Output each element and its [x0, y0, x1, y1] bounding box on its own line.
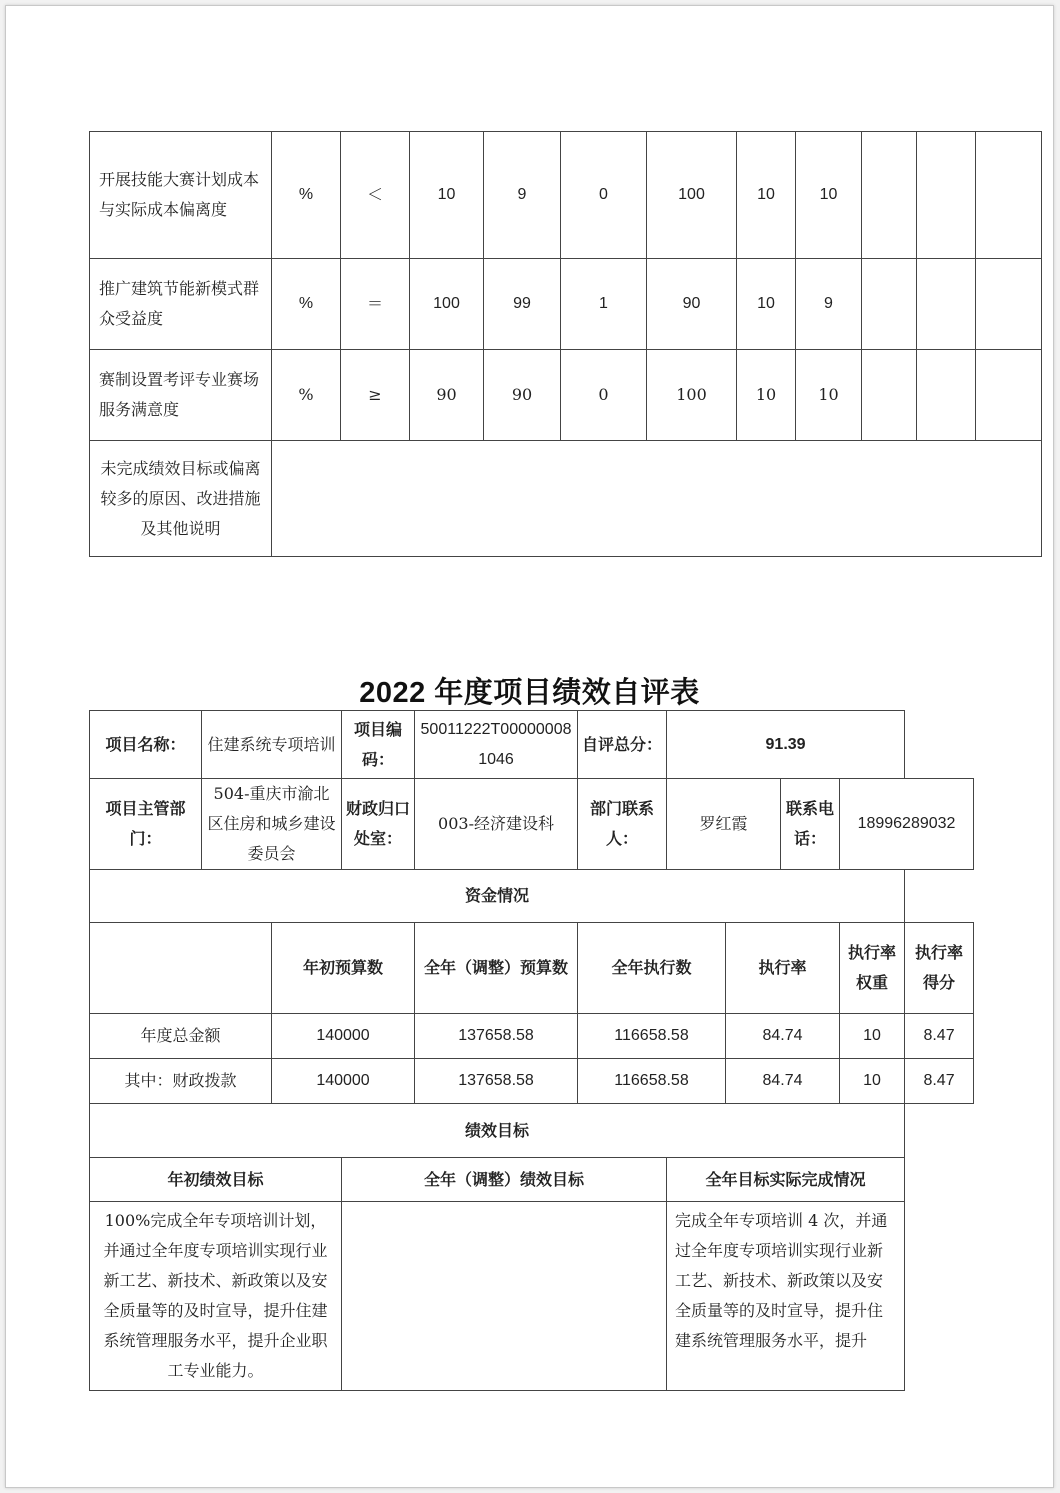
- goals-section-title: 绩效目标: [90, 1104, 905, 1158]
- indicator-rate: 100: [647, 132, 737, 259]
- funds-cell: 其中：财政拨款: [90, 1059, 272, 1104]
- indicator-actual: 99: [484, 259, 561, 350]
- indicator-extra: [862, 259, 917, 350]
- indicator-extra: [976, 259, 1042, 350]
- finance-office-value: 003-经济建设科: [415, 779, 578, 870]
- indicator-extra: [976, 350, 1042, 441]
- remarks-row: [90, 441, 1042, 557]
- indicator-weight: 10: [737, 132, 796, 259]
- goals-content-row: [90, 1202, 974, 1391]
- indicator-actual: 90: [484, 350, 561, 441]
- indicator-score: 10: [796, 350, 862, 441]
- indicator-extra: [917, 350, 976, 441]
- funds-cell: 84.74: [726, 1059, 840, 1104]
- funds-cell: 137658.58: [415, 1059, 578, 1104]
- funds-row: [90, 1014, 974, 1059]
- goals-header: 全年（调整）绩效目标: [342, 1158, 667, 1202]
- indicator-name: 赛制设置考评专业赛场服务满意度: [90, 350, 272, 441]
- department-info-row: [90, 779, 974, 870]
- funds-cell: 8.47: [905, 1014, 974, 1059]
- indicator-unit: %: [272, 132, 341, 259]
- indicator-operator: ＜: [341, 132, 410, 259]
- contact-value: 罗红霞: [667, 779, 781, 870]
- adjusted-goal-text: [342, 1202, 667, 1391]
- funds-cell: 137658.58: [415, 1014, 578, 1059]
- project-name-value: 住建系统专项培训: [202, 711, 342, 779]
- funds-cell: 116658.58: [578, 1059, 726, 1104]
- indicator-operator: ＝: [341, 259, 410, 350]
- funds-row: [90, 1059, 974, 1104]
- indicator-name: 推广建筑节能新模式群众受益度: [90, 259, 272, 350]
- indicator-score: 9: [796, 259, 862, 350]
- funds-cell: 10: [840, 1014, 905, 1059]
- indicator-target: 90: [410, 350, 484, 441]
- self-score-value: 91.39: [667, 711, 905, 779]
- indicator-rate: 100: [647, 350, 737, 441]
- funds-header: 执行率得分: [905, 923, 974, 1014]
- project-code-value: 50011222T000000081046: [415, 711, 578, 779]
- indicator-extra: [917, 259, 976, 350]
- document-page: [5, 5, 1054, 1488]
- self-score-label: 自评总分：: [578, 711, 667, 779]
- indicator-extra: [862, 132, 917, 259]
- initial-goal-text: 100%完成全年专项培训计划，并通过全年度专项培训实现行业新工艺、新技术、新政策以及安全质量等的及时宣导，提升住建系统管理服务水平，提升企业职工专业能力。: [90, 1202, 342, 1391]
- project-name-label: 项目名称：: [90, 711, 202, 779]
- phone-value: 18996289032: [840, 779, 974, 870]
- indicator-weight: 10: [737, 350, 796, 441]
- indicator-unit: %: [272, 350, 341, 441]
- funds-section-title: 资金情况: [90, 870, 905, 923]
- project-info-row: [90, 711, 974, 779]
- indicator-name: 开展技能大赛计划成本与实际成本偏离度: [90, 132, 272, 259]
- remarks-value: [272, 441, 1042, 557]
- goals-header-row: [90, 1158, 974, 1202]
- funds-header: 执行率权重: [840, 923, 905, 1014]
- indicator-rate: 90: [647, 259, 737, 350]
- funds-cell: 8.47: [905, 1059, 974, 1104]
- indicator-row: [90, 350, 1042, 441]
- actual-completion-text: 完成全年专项培训 4 次，并通过全年度专项培训实现行业新工艺、新技术、新政策以及安全质量等的及时宣导，提升住建系统管理服务水平，提升: [667, 1202, 905, 1391]
- funds-header: 全年执行数: [578, 923, 726, 1014]
- funds-cell: 116658.58: [578, 1014, 726, 1059]
- funds-cell: 140000: [272, 1059, 415, 1104]
- indicator-deviation: 0: [561, 132, 647, 259]
- indicator-table: [89, 131, 1042, 557]
- remarks-label: 未完成绩效目标或偏离较多的原因、改进措施及其他说明: [90, 441, 272, 557]
- funds-cell: 140000: [272, 1014, 415, 1059]
- indicator-actual: 9: [484, 132, 561, 259]
- document-title: 2022 年度项目绩效自评表: [359, 677, 700, 709]
- project-code-label: 项目编码：: [342, 711, 415, 779]
- finance-office-label: 财政归口处室：: [342, 779, 415, 870]
- department-label: 项目主管部门：: [90, 779, 202, 870]
- indicator-weight: 10: [737, 259, 796, 350]
- phone-label: 联系电话：: [781, 779, 840, 870]
- contact-label: 部门联系人：: [578, 779, 667, 870]
- funds-header: 年初预算数: [272, 923, 415, 1014]
- indicator-operator: ≥: [341, 350, 410, 441]
- funds-cell: 84.74: [726, 1014, 840, 1059]
- indicator-score: 10: [796, 132, 862, 259]
- funds-header-row: [90, 923, 974, 1014]
- indicator-extra: [917, 132, 976, 259]
- indicator-extra: [862, 350, 917, 441]
- indicator-deviation: 1: [561, 259, 647, 350]
- evaluation-table: [89, 710, 974, 1391]
- indicator-row: [90, 259, 1042, 350]
- indicator-target: 10: [410, 132, 484, 259]
- goals-section-row: [90, 1104, 974, 1158]
- indicator-target: 100: [410, 259, 484, 350]
- funds-section-row: [90, 870, 974, 923]
- goals-header: 全年目标实际完成情况: [667, 1158, 905, 1202]
- funds-cell: 年度总金额: [90, 1014, 272, 1059]
- indicator-unit: %: [272, 259, 341, 350]
- department-value: 504-重庆市渝北区住房和城乡建设委员会: [202, 779, 342, 870]
- funds-header: [90, 923, 272, 1014]
- goals-header: 年初绩效目标: [90, 1158, 342, 1202]
- funds-cell: 10: [840, 1059, 905, 1104]
- funds-header: 执行率: [726, 923, 840, 1014]
- indicator-extra: [976, 132, 1042, 259]
- indicator-row: [90, 132, 1042, 259]
- funds-header: 全年（调整）预算数: [415, 923, 578, 1014]
- indicator-deviation: 0: [561, 350, 647, 441]
